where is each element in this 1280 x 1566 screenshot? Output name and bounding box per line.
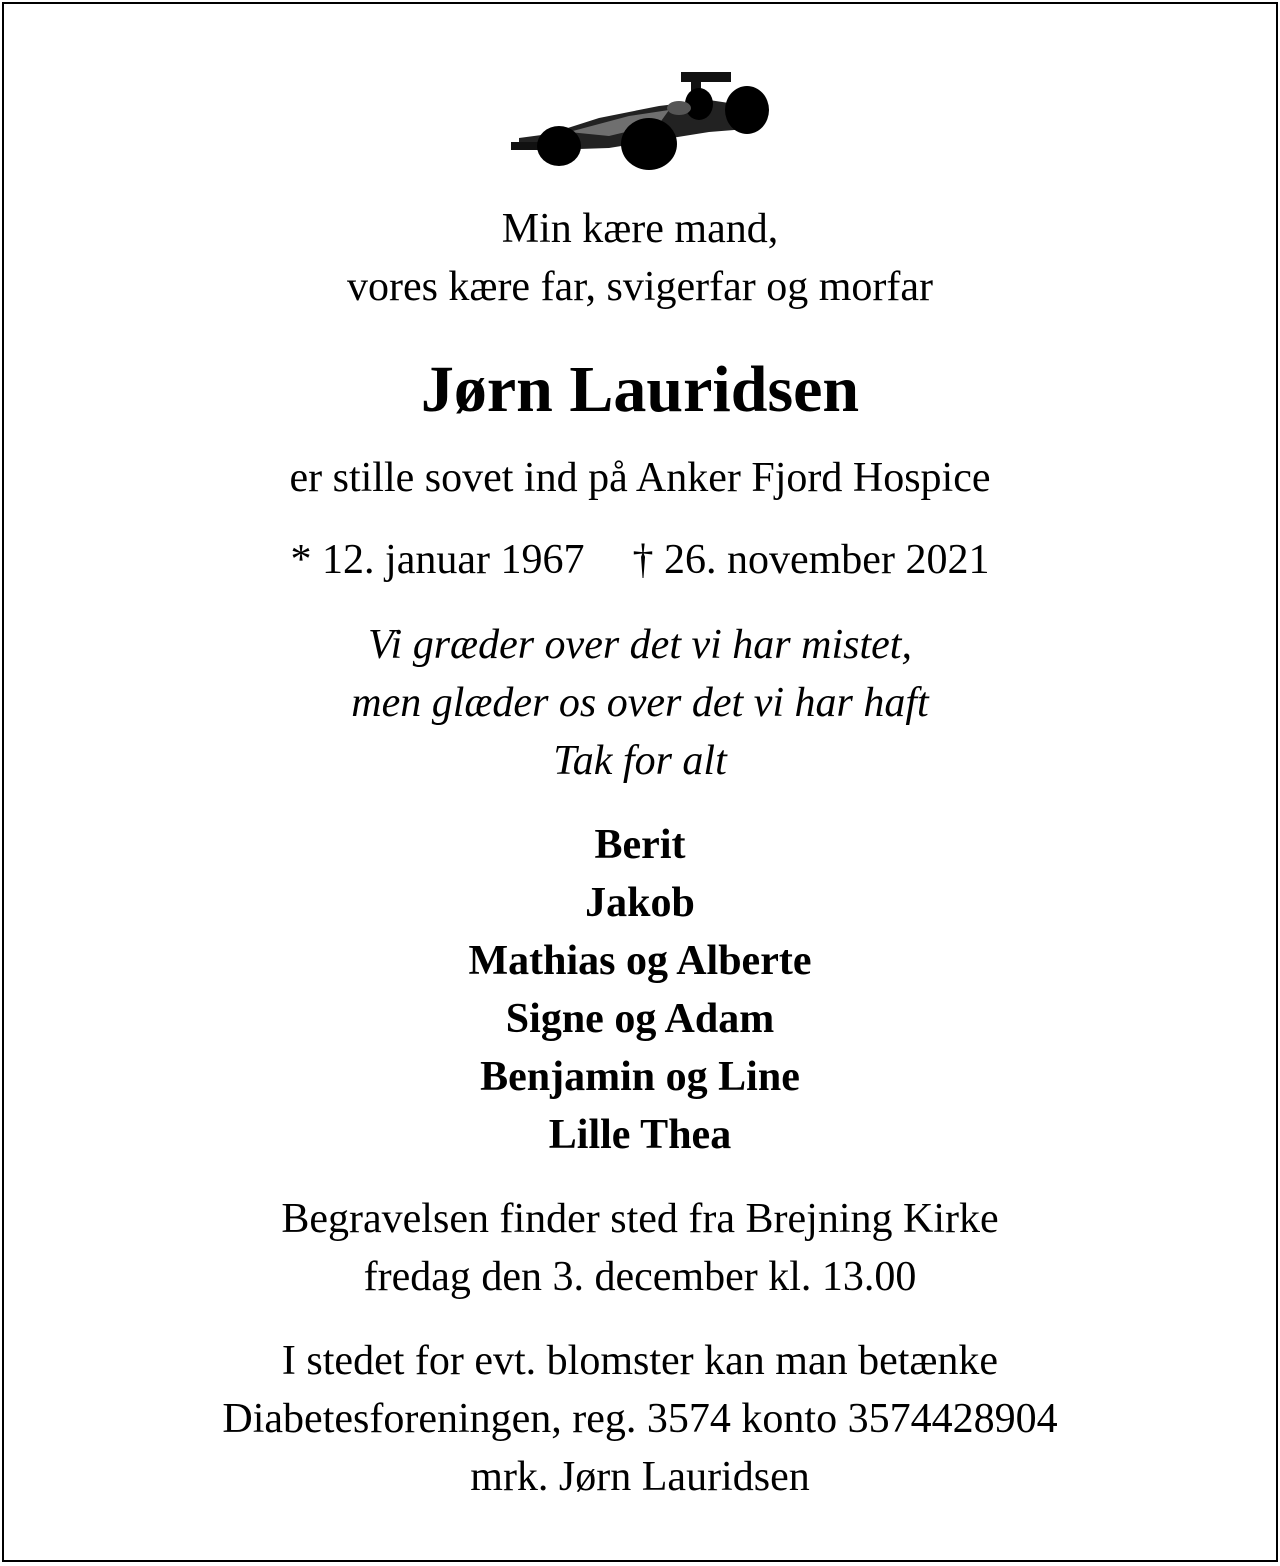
verse-line-1: Vi græder over det vi har mistet, bbox=[368, 622, 912, 668]
verse-line-3: Tak for alt bbox=[553, 738, 727, 784]
donation-info bbox=[4, 1332, 1276, 1506]
funeral-info bbox=[4, 1190, 1276, 1306]
donation-line-2: Diabetesforeningen, reg. 3574 konto 3574428904 bbox=[222, 1396, 1058, 1442]
obituary-notice bbox=[2, 2, 1278, 1562]
funeral-line-1: Begravelsen finder sted fra Brejning Kirke bbox=[281, 1196, 999, 1242]
life-dates bbox=[4, 534, 1276, 586]
intro-line-2: vores kære far, svigerfar og morfar bbox=[346, 264, 934, 310]
deceased-name: Jørn Lauridsen bbox=[420, 353, 860, 426]
memorial-verse bbox=[4, 616, 1276, 790]
donation-line-3: mrk. Jørn Lauridsen bbox=[470, 1454, 810, 1500]
family-member: Benjamin og Line bbox=[480, 1054, 800, 1100]
funeral-line-2: fredag den 3. december kl. 13.00 bbox=[363, 1254, 917, 1300]
family-member: Lille Thea bbox=[548, 1112, 732, 1158]
intro-text bbox=[4, 200, 1276, 316]
family-member: Signe og Adam bbox=[505, 996, 775, 1042]
donation-line-1: I stedet for evt. blomster kan man betænke bbox=[281, 1338, 999, 1384]
intro-line-1: Min kære mand, bbox=[501, 206, 779, 252]
place-of-death: er stille sovet ind på Anker Fjord Hospice bbox=[289, 455, 991, 501]
family-names bbox=[4, 816, 1276, 1164]
family-member: Berit bbox=[594, 822, 686, 868]
death-date: † 26. november 2021 bbox=[632, 537, 990, 583]
family-member: Jakob bbox=[585, 880, 695, 926]
family-member: Mathias og Alberte bbox=[468, 938, 812, 984]
race-car-icon bbox=[509, 66, 779, 174]
birth-date: * 12. januar 1967 bbox=[290, 537, 585, 583]
verse-line-2: men glæder os over det vi har haft bbox=[351, 680, 929, 726]
